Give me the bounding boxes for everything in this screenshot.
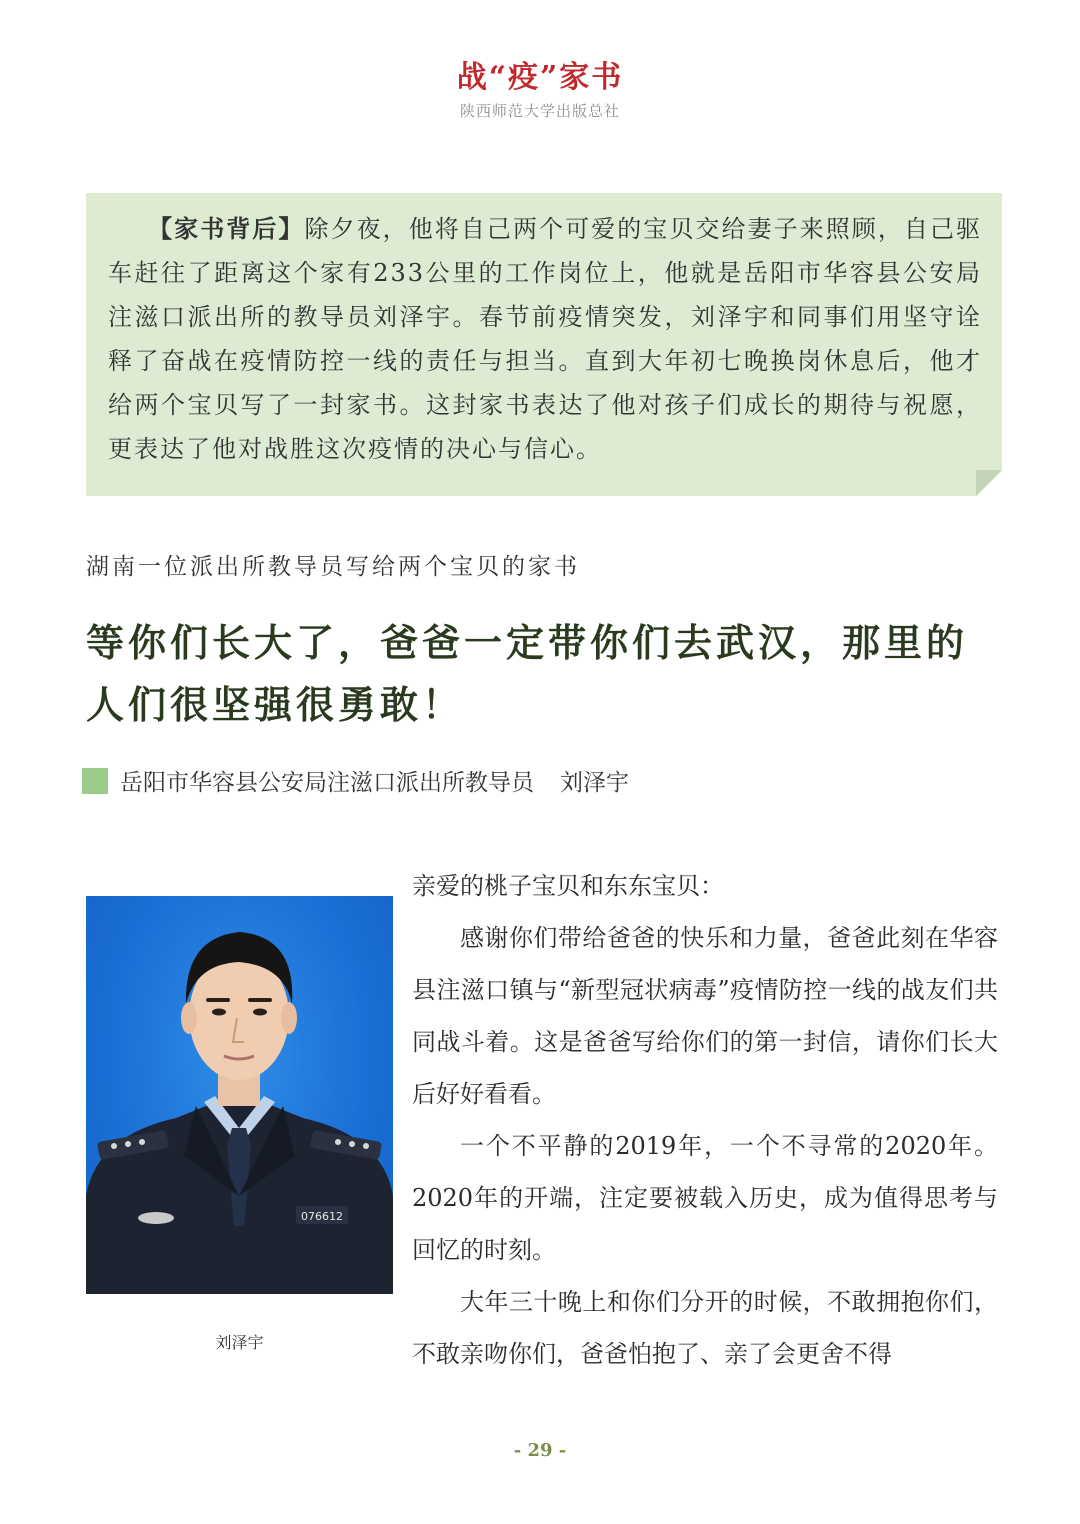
brand-title: 战“疫”家书 (456, 60, 624, 95)
portrait-illustration (86, 896, 393, 1294)
byline-org: 岳阳市华容县公安局注滋口派出所教导员 (120, 770, 534, 796)
page-number: - 29 - (513, 1440, 567, 1461)
page-curl-corner (976, 470, 1002, 496)
note-tag: 【家书背后】 (160, 214, 305, 243)
byline-name: 刘泽宇 (560, 770, 629, 796)
photo-caption: 刘泽宇 (215, 1333, 264, 1352)
note-body: 除夕夜，他将自己两个可爱的宝贝交给妻子来照顾，自己驱车赶往了距离这个家有233公里的工作岗位上，他就是岳阳市华容县公安局注滋口派出所的教导员刘泽宇。春节前疫情突发，刘泽宇和同事们用坚守诠释了奋战在疫情防控一线的责任与担当。直到大年初七晚换岗休息后，他才给两个宝贝写了一封家书。这封家书表达了他对孩子们成长的期待与祝愿，更表达了他对战胜这次疫情的决心与信心。 (108, 215, 983, 463)
letter-paragraph-1: 感谢你们带给爸爸的快乐和力量，爸爸此刻在华容县注滋口镇与“新型冠状病毒”疫情防控一线的战友们共同战斗着。这是爸爸写给你们的第一封信，请你们长大后好好看看。 (412, 924, 998, 1108)
letter-body (412, 860, 998, 1380)
badge-number: 076612 (301, 1210, 343, 1223)
letter-paragraph-3: 大年三十晚上和你们分开的时候，不敢拥抱你们，不敢亲吻你们，爸爸怕抱了、亲了会更舍不得 (412, 1288, 998, 1368)
letter-paragraph-2: 一个不平静的2019年，一个不寻常的2020年。2020年的开端，注定要被载入历史，成为值得思考与回忆的时刻。 (412, 1132, 998, 1264)
byline (82, 764, 629, 797)
author-portrait-photo (86, 896, 393, 1294)
background-note-text (108, 207, 982, 471)
article-headline: 等你们长大了，爸爸一定带你们去武汉，那里的人们很坚强很勇敢！ (86, 620, 969, 727)
background-note-box (86, 193, 1002, 496)
letter-greeting: 亲爱的桃子宝贝和东东宝贝： (412, 872, 724, 900)
byline-marker-icon (82, 768, 108, 794)
publisher-name: 陕西师范大学出版总社 (459, 102, 620, 120)
page-header (0, 58, 1080, 121)
article-subtitle: 湖南一位派出所教导员写给两个宝贝的家书 (86, 554, 580, 580)
